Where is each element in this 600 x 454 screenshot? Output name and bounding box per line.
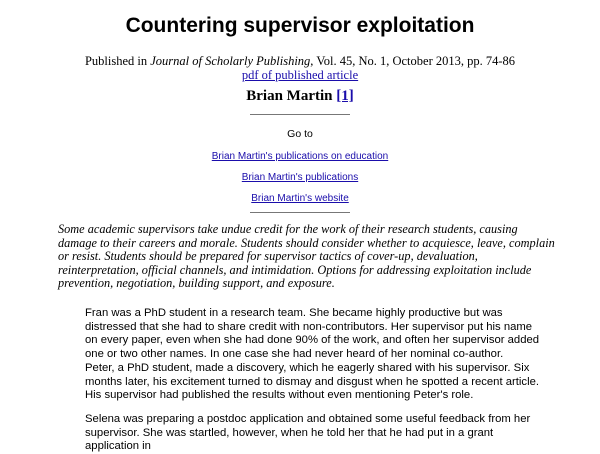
published-prefix: Published in xyxy=(84,54,151,68)
nav-item-education xyxy=(0,151,600,162)
author-name: Brian Martin xyxy=(246,88,333,104)
nav-link-education[interactable]: Brian Martin's publications on education xyxy=(211,151,389,162)
author-line xyxy=(0,88,600,105)
goto-label: Go to xyxy=(287,128,313,140)
journal-name: Journal of Scholarly Publishing xyxy=(150,54,311,68)
author-footnote-link[interactable]: [1] xyxy=(336,88,354,104)
body-paragraph-2: Peter, a PhD student, made a discovery, which he eagerly shared with his supervisor. Six months later, his excitement turned to dismay and disgust when he spotted a recent article. His supervisor had published the results without even mentioning Peter's role. xyxy=(85,362,540,401)
nav-link-website[interactable]: Brian Martin's website xyxy=(251,193,349,204)
divider-top xyxy=(250,114,350,115)
publication-info xyxy=(0,54,600,82)
pdf-link[interactable]: pdf of published article xyxy=(241,68,359,82)
published-suffix: , Vol. 45, No. 1, October 2013, pp. 74-86 xyxy=(310,54,516,68)
body-paragraph-1: Fran was a PhD student in a research team. She became highly productive but was distressed that she had to share credit with non-contributors. Her supervisor put his name on every paper, even when she had done 90% of the work, and often her supervisor added one or two other names. In one case she had never heard of her nominal co-author. xyxy=(85,307,540,360)
page-title: Countering supervisor exploitation xyxy=(125,14,475,37)
abstract: Some academic supervisors take undue credit for the work of their research students, causing damage to their careers and morale. Students should consider whether to acquiesce, leave, complain or resist. Students should be prepared for supervisor tactics of cover-up, devaluation, reinterpretation, official channels, and intimidation. Options for addressing exploitation include prevention, negotiation, building support, and exposure. xyxy=(58,222,555,290)
nav-link-publications[interactable]: Brian Martin's publications xyxy=(241,172,359,183)
publication-line xyxy=(0,54,600,68)
nav-item-website xyxy=(0,193,600,204)
divider-bottom xyxy=(250,212,350,213)
body-paragraph-3: Selena was preparing a postdoc application and obtained some useful feedback from her supervisor. She was startled, however, when he told her that he had put in a grant application in xyxy=(85,413,531,452)
nav-item-publications xyxy=(0,172,600,183)
